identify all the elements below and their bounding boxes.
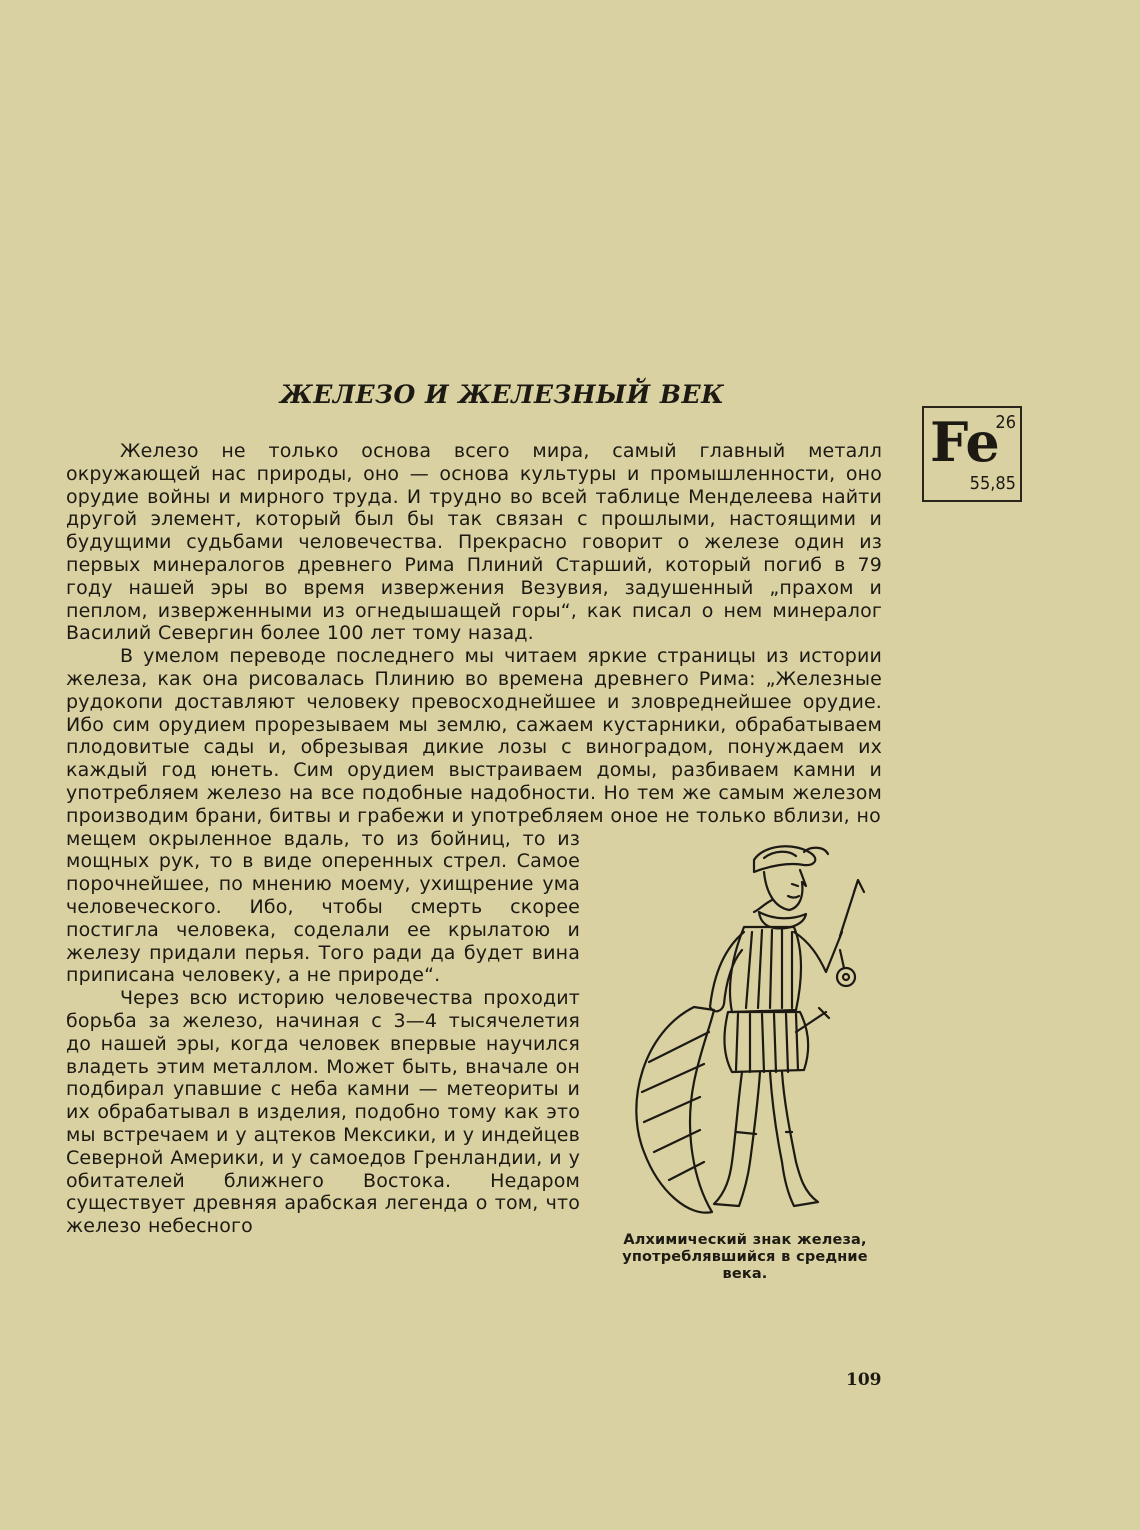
atomic-weight: 55,85 — [969, 473, 1016, 494]
element-card — [922, 406, 1022, 502]
paragraph-2-start: В умелом переводе последнего мы читаем яркие страницы из истории железа, как она рисовалась Плинию во времена древнего Рима: „Железные рудокопи доставляют человеку превосходнейшее и зловреднейшее орудие. Ибо сим орудием прорезываем мы землю, сажаем кустарники, обрабатываем плодовитые сады и, обрезывая дикие лозы с виноградом, понуждаем их каждый год юнеть. Сим орудием выстраиваем домы, разбиваем камни и употребляем железо на все подобные надобности. Но тем же самым железом производим брани, битвы и грабежи и употребляем оное не только вблизи, но — [66, 645, 882, 827]
atomic-number: 26 — [995, 412, 1016, 433]
paragraph-2-rest: мещем окрыленное вдаль, то из бойниц, то из мощных рук, то в виде оперенных стрел. Самое порочнейшее, по мнению моему, ухищрение ума человеческого. Ибо, чтобы смерть скорее постигла человека, соделали ее крылатою и железу придали перья. Того ради да будет вина приписана человеку, а не природе“. — [66, 827, 580, 987]
paragraph-1: Железо не только основа всего мира, самый главный металл окружающей нас природы, оно — основа культуры и промышленности, оно орудие войны и мирного труда. И трудно во всей таблице Менделеева найти другой элемент, который был бы так связан с прошлыми, настоящими и будущими судьбами человечества. Прекрасно говорит о железе один из первых минералогов древнего Рима Плиний Старший, который погиб в 79 году нашей эры во время извержения Везувия, задушенный „прахом и пеплом, изверженными из огнедышащей горы“, как писал о нем минералог Василий Севергин более 100 лет тому назад. — [66, 440, 882, 645]
paragraph-3: Через всю историю человечества проходит борьба за железо, начиная с 3—4 тысячелетия до нашей эры, когда человек впервые научился владеть этим металлом. Может быть, вначале он подбирал упавшие с неба камни — метеориты и их обрабатывал в изделия, подобно тому как это мы встречаем и у ацтеков Мексики, и у индейцев Северной Америки, и у самоедов Гренландии, и у обитателей ближнего Востока. Недаром существует древняя арабская легенда о том, что железо небесного — [66, 987, 580, 1238]
element-symbol: Fe — [930, 410, 1000, 474]
page-number: 109 — [846, 1370, 882, 1390]
body-text — [66, 440, 882, 1282]
illustration — [600, 832, 890, 1282]
illustration-caption: Алхимический знак железа, употреблявшийся в средние века. — [622, 1231, 868, 1282]
chapter-title: ЖЕЛЕЗО И ЖЕЛЕЗНЫЙ ВЕК — [280, 380, 725, 409]
alchemical-iron-warrior-icon — [614, 832, 876, 1227]
